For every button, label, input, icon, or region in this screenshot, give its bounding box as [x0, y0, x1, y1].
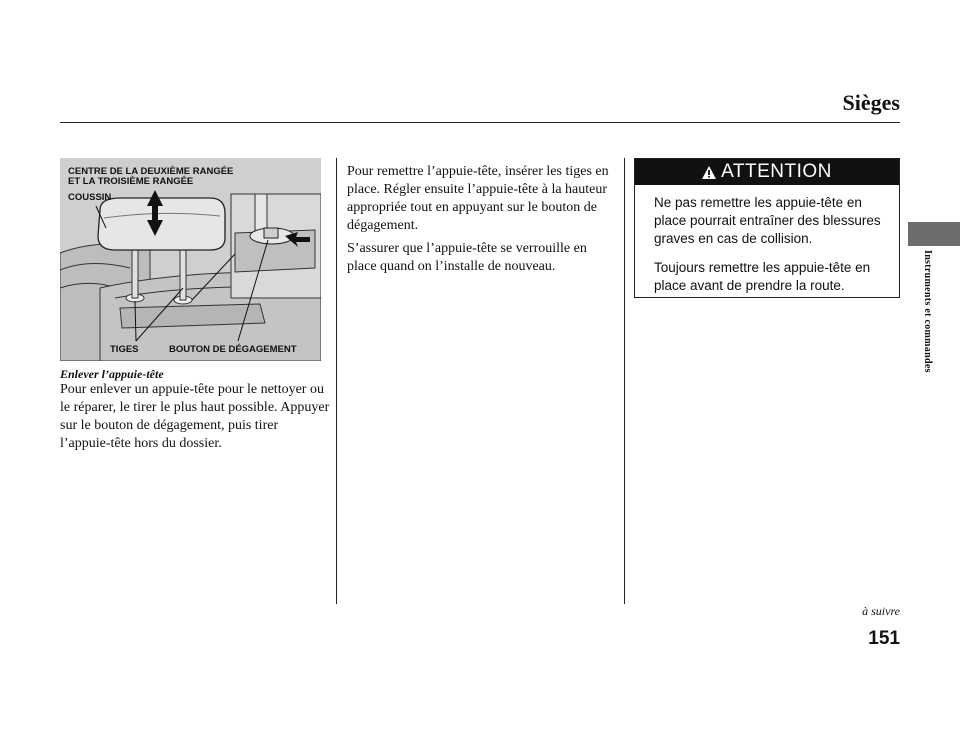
- figure-label-row-line1: CENTRE DE LA DEUXIÈME RANGÉE: [68, 166, 234, 177]
- figure-label-stems: TIGES: [110, 344, 139, 355]
- headrest-illustration: [60, 158, 321, 361]
- figure-caption: Enlever l’appuie-tête: [60, 367, 164, 381]
- figure-label-release-button: BOUTON DE DÉGAGEMENT: [169, 344, 297, 355]
- page-title: Sièges: [842, 90, 900, 115]
- headrest-drawing: [60, 158, 321, 361]
- warning-heading: ATTENTION: [721, 161, 832, 182]
- header-rule: [60, 122, 900, 123]
- section-label-text: Instruments et commandes: [922, 250, 933, 373]
- reinstall-instructions: Pour remettre l’appuie-tête, insérer les tiges en place. Régler ensuite l’appuie-tête à la hauteur appropriée tout en appuyant sur le bouton de dégagement.: [347, 164, 609, 233]
- column-divider-right: [624, 158, 625, 604]
- section-label: [922, 250, 950, 390]
- warning-box: [634, 158, 900, 298]
- warning-text-1: Ne pas remettre les appuie-tête en place pourrait entraîner des blessures graves en cas de collision.: [654, 195, 881, 246]
- page-number: 151: [868, 628, 900, 649]
- lock-check-instructions: S’assurer que l’appuie-tête se verrouille en place quand on l’installe de nouveau.: [347, 241, 587, 274]
- warning-text-2: Toujours remettre les appuie-tête en place avant de prendre la route.: [654, 260, 871, 293]
- figure-label-cushion: COUSSIN: [68, 192, 112, 203]
- removal-instructions: Pour enlever un appuie-tête pour le nettoyer ou le réparer, le tirer le plus haut possible. Appuyer sur le bouton de dégagement, puis tirer l’appuie-tête hors du dossier.: [60, 382, 330, 451]
- continued-note: à suivre: [862, 604, 900, 618]
- figure-label-row-line2: ET LA TROISIÈME RANGÉE: [68, 176, 194, 187]
- column-divider-left: [336, 158, 337, 604]
- section-tab: [908, 222, 960, 246]
- warning-header: [635, 159, 899, 185]
- warning-triangle-icon: [702, 166, 716, 179]
